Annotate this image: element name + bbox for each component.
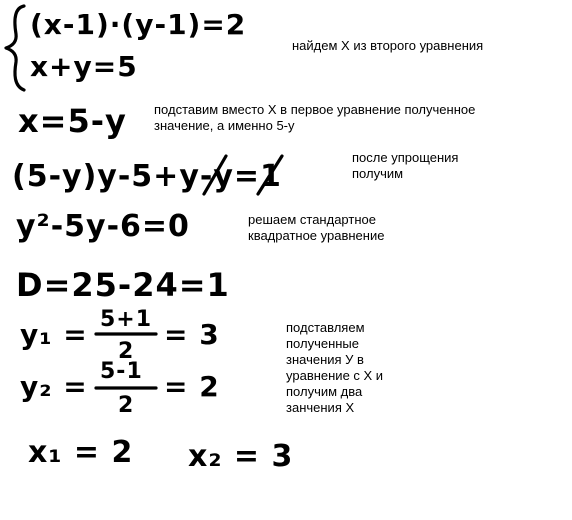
y1-numerator: 5+1 — [100, 307, 153, 332]
express-x-equation: x=5-y — [18, 102, 127, 140]
note-solve-quadratic: решаем стандартное квадратное уравнение — [248, 212, 385, 243]
y2-numerator: 5-1 — [100, 359, 143, 384]
substituted-equation: (5-y)y-5+y-y=1 — [12, 159, 282, 194]
y2-result: = 2 — [164, 370, 220, 403]
y1-result: = 3 — [164, 318, 220, 351]
y1-label: y₁ = — [20, 318, 88, 351]
note-substitute: подставим вместо Х в первое уравнение полученное значение, а именно 5-у — [154, 102, 476, 133]
system-line-1: (x-1)·(y-1)=2 — [30, 8, 247, 41]
note-substitute-y: подставляем полученные значения У в уравнение с Х и получим два занчения Х — [286, 320, 384, 415]
system-brace — [6, 6, 24, 90]
x1-result: x₁ = 2 — [28, 435, 134, 470]
discriminant-equation: D=25-24=1 — [16, 266, 230, 304]
quadratic-equation: y²-5y-6=0 — [16, 209, 190, 244]
x2-result: x₂ = 3 — [188, 439, 294, 474]
note-simplify: после упрощения получим — [352, 150, 459, 181]
system-line-2: x+y=5 — [30, 50, 138, 83]
note-find-x: найдем Х из второго уравнения — [292, 38, 484, 53]
y2-denominator: 2 — [118, 393, 135, 418]
y2-label: y₂ = — [20, 370, 88, 403]
y1-denominator: 2 — [118, 339, 135, 364]
